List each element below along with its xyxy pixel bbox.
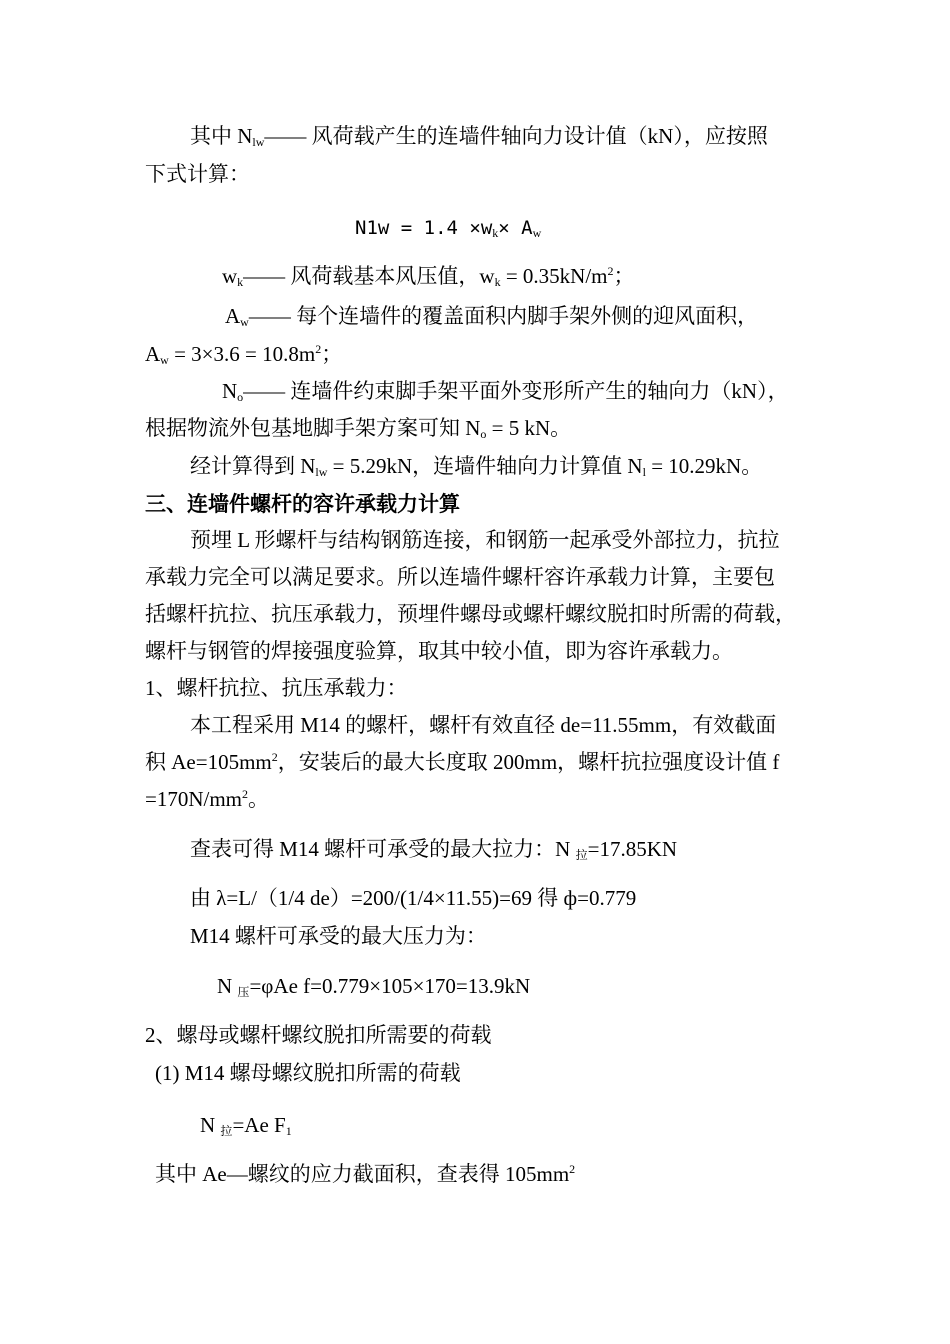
text-line [145,160,250,188]
formula-compression [217,972,530,1000]
heading-text: 三、连墙件螺杆的容许承载力计算 [145,492,460,516]
subscript: 拉 [575,848,588,862]
subscript: l [642,465,646,479]
paragraph-line [145,563,775,591]
text-line-no-value [145,414,571,442]
superscript: 2 [242,787,249,801]
superscript: 2 [569,1162,576,1176]
text: 括螺杆抗拉、抗压承载力，预埋件螺母或螺杆螺纹脱扣时所需的荷载， [145,602,796,626]
heading-text: 2、螺母或螺杆螺纹脱扣所需要的荷载 [145,1023,492,1047]
subscript: 1 [285,1124,292,1138]
text: =170N/mm [145,787,243,811]
text-line-no [222,377,789,405]
subscript: lw [315,465,328,479]
paragraph-line [190,526,780,554]
text: ； [613,264,635,288]
text: —— 风荷载基本风压值，w [243,264,495,288]
text: A [145,342,161,366]
text: 由 λ=L/（1/4 de）=200/(1/4×11.55)=69 得 ф=0.779 [190,886,637,910]
formula-nut-thread [200,1111,292,1139]
formula-text: × A [498,217,533,239]
text: =φAe f=0.779×105×170=13.9kN [249,974,531,998]
subsection-heading [145,674,408,702]
text: A [225,304,241,328]
subscript: 压 [237,985,250,999]
text: N [222,379,238,403]
text: = 5 kN。 [486,416,572,440]
text: 预埋 L 形螺杆与结构钢筋连接，和钢筋一起承受外部拉力，抗拉 [190,528,780,552]
text: N [217,974,238,998]
text: =Ae F [232,1113,286,1137]
subscript: w [532,226,542,240]
text: w [222,264,238,288]
text-line-nlw-definition [190,122,768,150]
subscript: k [237,275,244,289]
paragraph-line [145,637,733,665]
text: 螺杆与钢管的焊接强度验算，取其中较小值，即为容许承载力。 [145,639,733,663]
text: 其中 N [190,124,253,148]
text-line-max-tension [190,835,677,863]
text: 。 [248,787,270,811]
superscript: 2 [271,750,278,764]
text: 下式计算： [145,162,250,186]
text: 其中 Ae—螺纹的应力截面积，查表得 105mm [155,1162,570,1186]
paragraph-line [190,711,776,739]
text-line-slenderness [190,884,636,912]
formula-text: N1w = 1.4 ×w [355,217,493,239]
text-line-wk [222,262,635,290]
subscript: k [492,226,499,240]
text: =17.85KN [587,837,678,861]
subscript: lw [252,135,265,149]
text: = 3×3.6 = 10.8m [168,342,316,366]
section-heading [145,490,460,518]
text-line [190,922,487,950]
subscript: w [240,315,249,329]
item-heading [155,1059,461,1087]
text: 积 Ae=105mm [145,750,272,774]
text: 根据物流外包基地脚手架方案可知 N [145,416,481,440]
text: —— 风荷载产生的连墙件轴向力设计值（kN），应按照 [264,124,768,148]
superscript: 2 [315,342,322,356]
text: —— 每个连墙件的覆盖面积内脚手架外侧的迎风面积， [248,304,759,328]
subscript: w [160,353,169,367]
subscript: k [494,275,501,289]
text: —— 连墙件约束脚手架平面外变形所产生的轴向力（kN）， [243,379,789,403]
text-line-aw [225,302,758,330]
text: = 5.29kN，连墙件轴向力计算值 N [327,454,643,478]
text: = 10.29kN。 [645,454,763,478]
text-line-result [190,452,762,480]
heading-text: (1) M14 螺母螺纹脱扣所需的荷载 [155,1061,461,1085]
paragraph-line [145,748,779,776]
text-line-ae [155,1160,575,1188]
text: 查表可得 M14 螺杆可承受的最大拉力：N [190,837,576,861]
subscript: o [480,427,487,441]
text: 本工程采用 M14 的螺杆，螺杆有效直径 de=11.55mm，有效截面 [190,713,777,737]
text: M14 螺杆可承受的最大压力为： [190,924,487,948]
subscript: o [237,390,244,404]
subsection-heading [145,1021,492,1049]
text: 经计算得到 N [190,454,316,478]
text: N [200,1113,221,1137]
text: 承载力完全可以满足要求。所以连墙件螺杆容许承载力计算，主要包 [145,565,775,589]
text: = 0.35kN/m [500,264,608,288]
text-line-aw-value [145,340,342,368]
superscript: 2 [607,264,614,278]
text: ； [321,342,343,366]
paragraph-line [145,600,796,628]
formula-nlw [355,213,541,242]
text: ，安装后的最大长度取 200mm，螺杆抗拉强度设计值 f [277,750,780,774]
paragraph-line [145,785,269,813]
heading-text: 1、螺杆抗拉、抗压承载力： [145,676,408,700]
subscript: 拉 [220,1124,233,1138]
